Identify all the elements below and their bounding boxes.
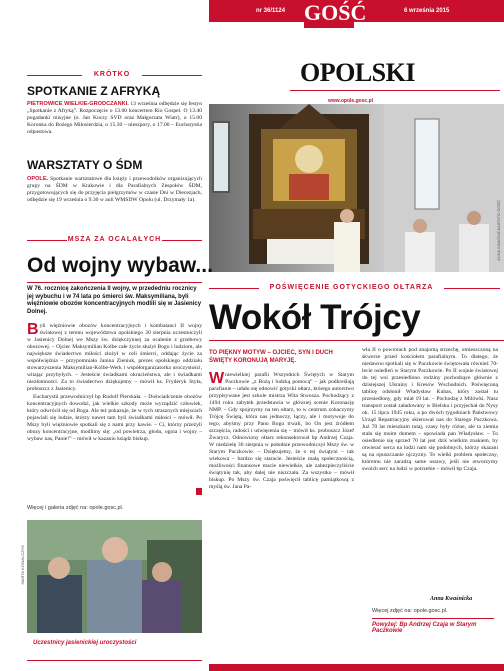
news-lead-afryka: PIETROWICE WIELKIE-GRODCZANKI. — [27, 101, 129, 107]
news-title-warsztaty: WARSZTATY O ŚDM — [27, 158, 143, 172]
more-link-right[interactable]: Więcej zdjęć na: opole.gosc.pl. — [372, 608, 448, 614]
survivors-photo — [27, 520, 202, 633]
section-rule-right — [142, 75, 202, 76]
news-text-afryka: 13 września odbędzie się festyn „Spotkanie z Afryką”. Rozpoczęcie o 13.00 koncertem Rio Gospel. O 13.40 pogadanki misyjne (o. Jan Koczy SVD oraz Małgorzata Wiatr), o 15.00 Koronka do Bożego Miłosierdzia, o 15.30 – nieszpory, o 17.00 – Eucharystia odpustowa. — [27, 101, 203, 135]
news-title-afryka: SPOTKANIE Z AFRYKĄ — [27, 84, 161, 98]
issue-date: 6 września 2015 — [404, 8, 450, 14]
news-text-warsztaty: Spotkanie warsztatowe dla księży i przewodników organizujących grupy na ŚDM w Krakowie i dla Parafialnych Zespołów ŚDM, przygotowujących się do przyjęcia pielgrzymów w czasie Dni w Diecezjach, odbędzie się 19 września o 9.30 w auli WMSDW Opolu (ul. Drzymały 1a). — [27, 176, 202, 203]
body-left-p1: yli więźniowie obozów koncentracyjnych i kombatanci II wojny światowej z terenu województwa opolskiego 30 sierpnia uczestniczyli w Jasienicy Dolnej we Mszy św. dziękczynnej za ocalenie z grzebowy obozowej. – Ojciec Maksymilian Kolbe całe życie służył Bogu i ludziom, ale największe świadectwo miłości złożył w celi śmierci, oddając życie za współwięźnia – przypomniała Janina Zieniuk, prezes opolskiego oddziału stowarzyszenia Maksymilian-Kolbe-Werk i współorganizatorka uroczystości, witając przybyłych. – Jesteście świadkami okrucieństwa, ale i świadkami niezłomności. Za to świadectwo dziękujemy – mówił ks. Fryderyk Styła, proboszcz z Jasienicy. — [27, 323, 202, 392]
dropcap-right: W — [209, 370, 225, 387]
body-left-p2: Eucharystii przewodniczył bp Rudolf Pierskała. – Doświadczenie obozów koncentracyjnych dowodzi, jak wielkie szkody może wyrządzić człowiek, który odwrócił się od Boga. Ale też pokazuje, że w tych strasznych miejscach pojawiali się ludzie, którzy nawet tam byli świadkami miłości – mówił. Po Mszy byli więźniowie spotkali się z nami przy kawie. – Ci, którzy przeżyli obozy koncentracyjne, modlimy się: „od powietrza, głodu, ognia i wojny – wybaw nas, Panie!” – mówił w kazaniu ksiądz biskup. — [27, 394, 202, 442]
headline-rule — [27, 282, 202, 283]
news-body-warsztaty — [27, 176, 202, 204]
section-rule-right3 — [444, 288, 500, 289]
section-label-msza: MSZA ZA OCALAŁYCH — [67, 236, 162, 243]
section-label-poswiecenie: POŚWIĘCENIE GOTYCKIEGO OŁTARZA — [269, 284, 434, 291]
edition-url[interactable]: www.opole.gosc.pl — [328, 98, 374, 104]
edition-title: OPOLSKI — [300, 58, 415, 87]
bottom-rule-left — [27, 660, 202, 661]
masthead-rule — [290, 90, 500, 91]
section-label-krotko: KRÓTKO — [93, 71, 131, 78]
dropcap-left: B — [27, 321, 39, 338]
headline-left: Od wojny wybaw... — [27, 254, 213, 277]
section-rule-left2 — [27, 240, 67, 241]
body-right-col2-text: wła II o powrotach pod znajomą strzechę, umieszczoną na skwerze przed kościołem parafialnym. To dlatego, że niedawno spotkali się w Paczkowie świętowała również 70-lecie osiedleń w Starym Paczkowie. Po II wojnie światowej do tej wsi przesiedlono rodziny pochodzące głównie z dzisiejszej Ukrainy i Kresów Wschodnich. Poświęconą tablicę odsłonił Władysław Kubas, który został tu przesiedlony, gdy miał 19 lat. – Pochodzę z Milówki. Nasz transport został załadowany w Bielsku i przyjechał do Nysy ok. 15 lipca 1945 roku, a po dwóch tygodniach Państwowy Urząd Repatriacyjny skierował nas do Starego Paczkowa. Już 70 lat mieszkam tutaj, czasy były różne, ale ta ziemia stała się moim domem – opowiada pan Władysław. – To osiedlenie się sprzed 70 lat jest dziś wielkim znakiem, by otwierać serca na ludzi nam się podobnych, którzy skazani są na opuszczanie ojczyzny. To wielki problem społeczny, któremu nie zaradzą same ustawy, jeśli nie otworzymy swoich serc na ludzi w potrzebie – mówił bp Czaja. — [362, 347, 498, 472]
photo-credit: ANNA KWAŚNICKA/FOTO GOŚĆ — [496, 200, 501, 261]
body-right-col2 — [362, 347, 498, 473]
section-rule-left — [27, 75, 82, 76]
end-mark — [196, 488, 202, 495]
lead-right: TO PIĘKNY MOTYW – OJCIEC, SYN I DUCH ŚWIĘTY KORONUJĄ MARYJĘ. — [209, 350, 333, 364]
headline-rule-right — [209, 340, 504, 341]
author-signature: Anna Kwaśnicka — [430, 596, 473, 602]
news-lead-warsztaty: OPOLE. — [27, 176, 49, 182]
body-right-col1 — [209, 372, 354, 491]
section-rule-right2 — [162, 240, 202, 241]
gosc-logo: GOŚĆ — [304, 0, 354, 28]
caption-box — [372, 618, 494, 649]
body-left — [27, 323, 202, 443]
news-body-afryka — [27, 101, 202, 136]
body-right-col1-text: niewielkiej parafii Wszystkich Świętych w Starym Paczkowie „z Bożą i ludzką pomocą” – jak podkreślają parafianie – udało się odnowić gotycki ołtarz, którego autorstwo przypisywane jest szkole mistrza Wita Stwosza. Pochodzący z 1494 roku zabytek przedstawia w głównej scenie Koronację NMP. – Gdy spojrzymy na ten ołtarz, to w centrum zobaczymy Trójcę Świętą, która nas jednoczy, łączy, ale i motywuje do tego, abyśmy przy Panu Bogu trwali, bo On jest źródłem szczęścia, radości i uświęcenia się – mówił ks. proboszcz Józef Żwarycz. Odnowiony ołtarz rekonsekrował bp Andrzej Czaja. W niedzielę 30 sierpnia w południe przewodniczył Mszy św. w Starym Paczkowie. – Dziękujemy, że o tej świątyni – tak wiekowa – bardzo się staracie. Jesteście małą społecznością, możliwości finansowe macie niewielkie, ale zabezpieczyliście świątynię tak, aby dalej nie niszczała. Za wszystko – mówił biskup. Po Mszy św. Czaja poświęcił tablicę pamiątkową z myślą św. Jana Pa- — [209, 372, 354, 490]
more-link-left[interactable]: Więcej i galeria zdjęć na: opole.gosc.pl. — [27, 505, 124, 511]
lead-left: W 76. rocznicę zakończenia II wojny, w przededniu rocznicy jej wybuchu i w 74 lata po śmierci św. Maksymiliana, byli więźniowie obozów koncentracyjnych modlili się w Jasienicy Dolnej. — [27, 286, 202, 315]
caption-left: Uczestnicy jasienickiej uroczystości — [33, 640, 137, 646]
caption-right: Powyżej: Bp Andrzej Czaja w Starym Paczkowie — [372, 622, 477, 634]
altar-photo — [209, 104, 504, 272]
issue-number: nr 36/1124 — [256, 8, 286, 14]
photo-credit-left: MARTA KOWALCZYK — [20, 545, 25, 585]
section-rule-left3 — [209, 288, 259, 289]
footer-bar — [209, 664, 504, 671]
headline-right: Wokół Trójcy — [209, 298, 421, 337]
